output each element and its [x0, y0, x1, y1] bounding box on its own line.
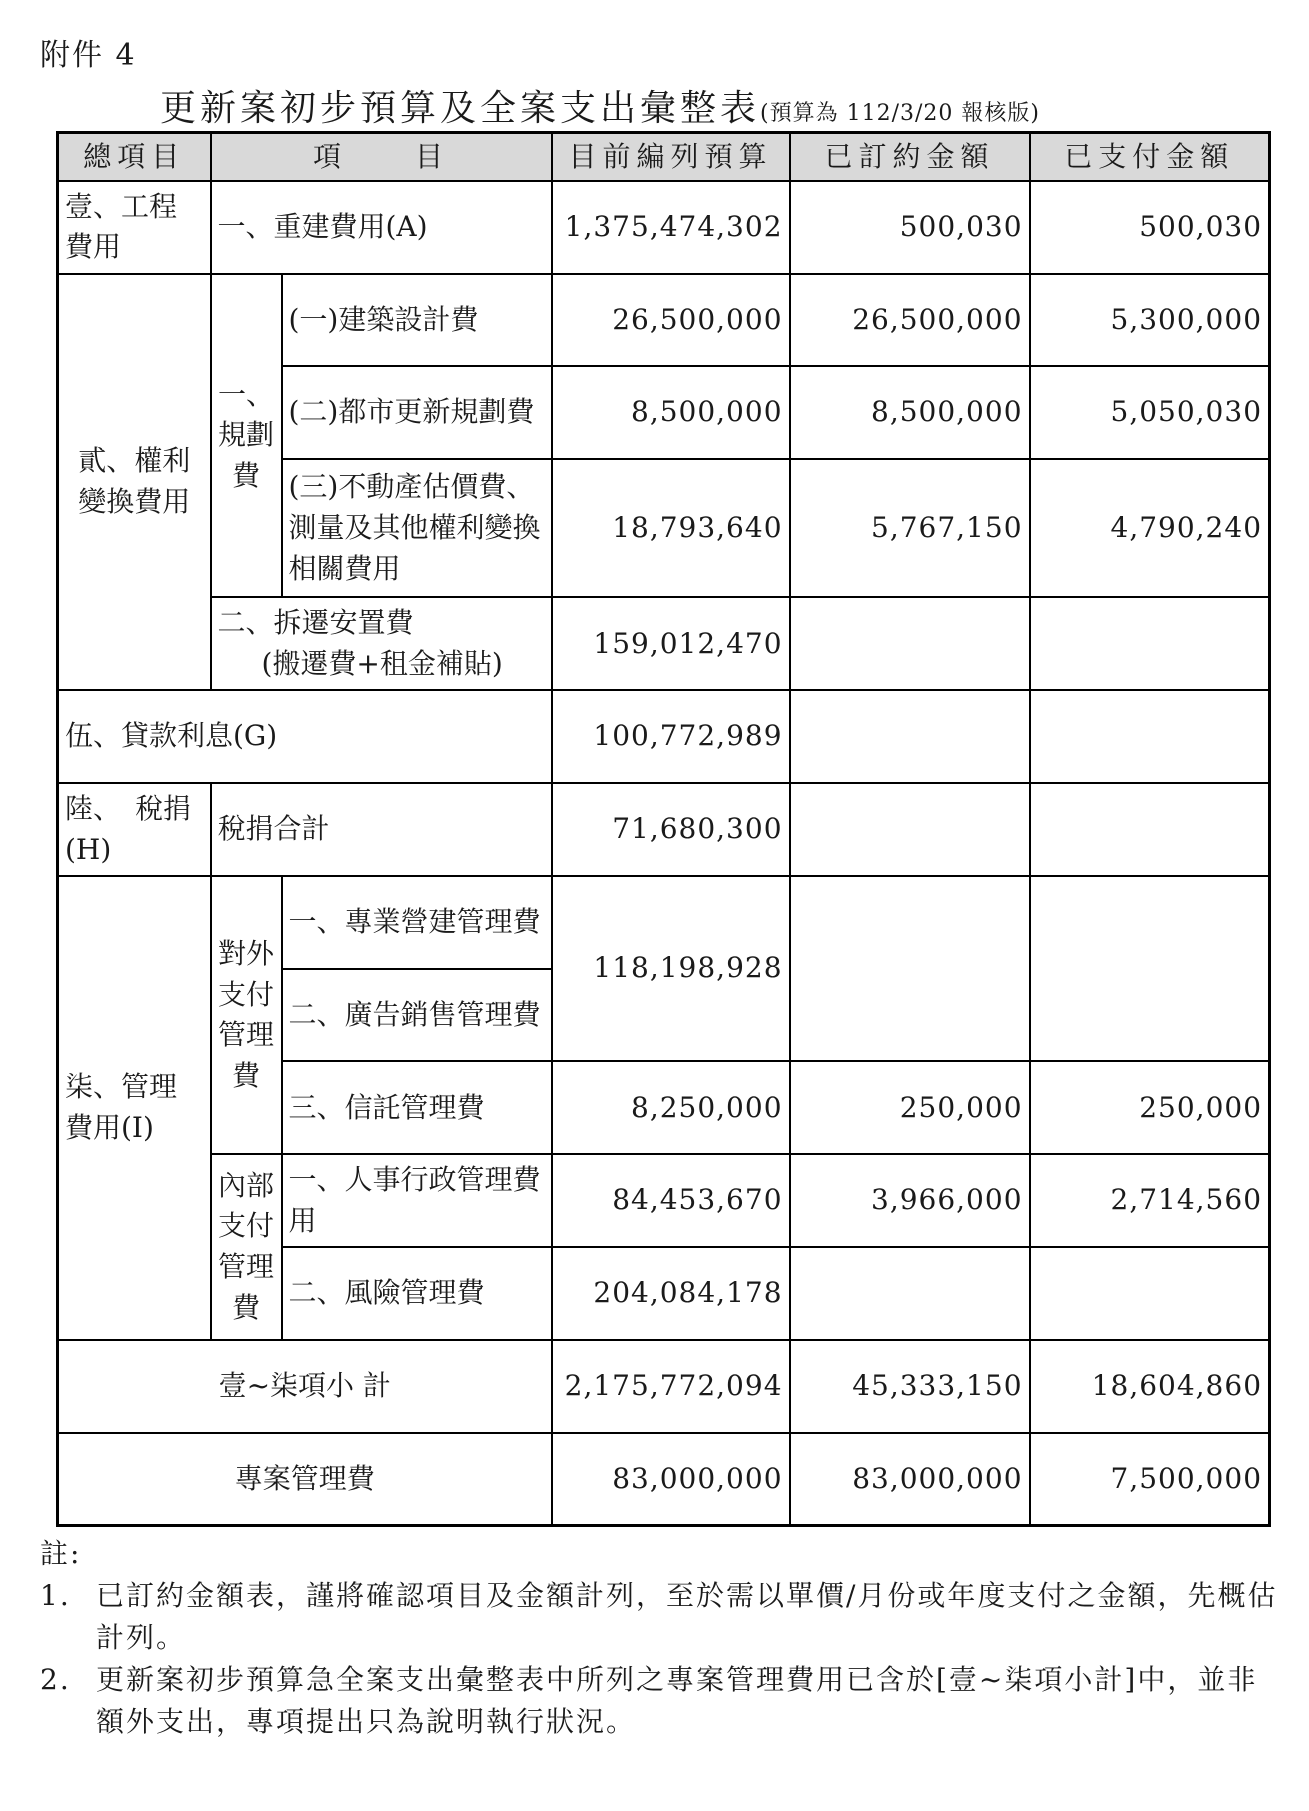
project-management-row	[58, 1433, 1270, 1526]
subtotal-label: 壹~柒項小 計	[58, 1340, 552, 1433]
item-line-2: (搬遷費+租金補貼)	[261, 646, 503, 680]
category-cell: 伍、貸款利息(G)	[58, 690, 552, 783]
header-item: 項 目	[211, 133, 552, 181]
table-row	[58, 783, 1270, 876]
header-budget: 目前編列預算	[552, 133, 790, 181]
table-header-row	[58, 133, 1270, 181]
item-cell	[211, 597, 552, 690]
item-cell: (一)建築設計費	[282, 274, 552, 367]
note-text: 已訂約金額表，謹將確認項目及金額計列，至於需以單價/月份或年度支付之金額，先概估計列。	[96, 1579, 1278, 1654]
title-text: 更新案初步預算及全案支出彙整表	[160, 88, 761, 129]
attachment-label: 附件 4	[40, 38, 137, 73]
table-row	[58, 274, 1270, 367]
contracted-cell	[790, 876, 1030, 1061]
subcategory-cell: 對外支付管理費	[211, 876, 282, 1154]
item-cell: 一、重建費用(A)	[211, 181, 552, 274]
budget-cell: 1,375,474,302	[552, 181, 790, 274]
paid-cell: 7,500,000	[1030, 1433, 1270, 1526]
table-row	[58, 181, 1270, 274]
item-cell: 稅捐合計	[211, 783, 552, 876]
item-cell: (三)不動產估價費、測量及其他權利變換相關費用	[282, 459, 552, 597]
note-number: 1.	[40, 1579, 71, 1612]
budget-cell: 18,793,640	[552, 459, 790, 597]
paid-cell: 500,030	[1030, 181, 1270, 274]
contracted-cell: 83,000,000	[790, 1433, 1030, 1526]
budget-cell: 8,500,000	[552, 366, 790, 459]
budget-cell: 8,250,000	[552, 1061, 790, 1154]
contracted-cell: 3,966,000	[790, 1154, 1030, 1247]
paid-cell: 2,714,560	[1030, 1154, 1270, 1247]
budget-cell: 71,680,300	[552, 783, 790, 876]
budget-cell: 83,000,000	[552, 1433, 790, 1526]
budget-cell: 204,084,178	[552, 1247, 790, 1340]
category-cell: 貳、權利變換費用	[58, 274, 211, 691]
subcategory-cell: 內部支付管理費	[211, 1154, 282, 1340]
notes-label: 註:	[40, 1537, 82, 1570]
paid-cell: 5,050,030	[1030, 366, 1270, 459]
note-text: 更新案初步預算急全案支出彙整表中所列之專案管理費用已含於[壹~柒項小計]中，並非額外支出，專項提出只為說明執行狀況。	[96, 1663, 1258, 1738]
note-number: 2.	[40, 1663, 71, 1696]
contracted-cell: 500,030	[790, 181, 1030, 274]
contracted-cell: 45,333,150	[790, 1340, 1030, 1433]
item-cell: 二、風險管理費	[282, 1247, 552, 1340]
paid-cell: 250,000	[1030, 1061, 1270, 1154]
contracted-cell	[790, 597, 1030, 690]
notes-section	[40, 1533, 1280, 1743]
item-cell: 二、廣告銷售管理費	[282, 969, 552, 1062]
item-cell: 一、人事行政管理費用	[282, 1154, 552, 1247]
contracted-cell: 8,500,000	[790, 366, 1030, 459]
header-category: 總項目	[58, 133, 211, 181]
contracted-cell	[790, 1247, 1030, 1340]
note-item	[40, 1575, 1280, 1659]
table-row	[58, 1154, 1270, 1247]
table-row	[58, 597, 1270, 690]
category-cell: 壹、工程費用	[58, 181, 211, 274]
item-cell: (二)都市更新規劃費	[282, 366, 552, 459]
contracted-cell	[790, 783, 1030, 876]
budget-cell: 84,453,670	[552, 1154, 790, 1247]
budget-cell: 2,175,772,094	[552, 1340, 790, 1433]
contracted-cell: 5,767,150	[790, 459, 1030, 597]
paid-cell	[1030, 1247, 1270, 1340]
paid-cell: 18,604,860	[1030, 1340, 1270, 1433]
table-row	[58, 876, 1270, 969]
item-line-1: 二、拆遷安置費	[217, 606, 414, 640]
title-note: (預算為 112/3/20 報核版)	[760, 101, 1040, 126]
subcategory-cell: 一、規劃費	[211, 274, 282, 598]
paid-cell	[1030, 690, 1270, 783]
category-cell: 柒、管理費用(I)	[58, 876, 211, 1340]
contracted-cell: 26,500,000	[790, 274, 1030, 367]
contracted-cell: 250,000	[790, 1061, 1030, 1154]
item-cell: 三、信託管理費	[282, 1061, 552, 1154]
category-cell: 陸、 稅捐(H)	[58, 783, 211, 876]
note-item	[40, 1659, 1280, 1743]
contracted-cell	[790, 690, 1030, 783]
item-cell: 一、專業營建管理費	[282, 876, 552, 969]
paid-cell	[1030, 597, 1270, 690]
table-row	[58, 690, 1270, 783]
paid-cell	[1030, 783, 1270, 876]
project-management-label: 專案管理費	[58, 1433, 552, 1526]
budget-cell: 159,012,470	[552, 597, 790, 690]
paid-cell: 4,790,240	[1030, 459, 1270, 597]
paid-cell: 5,300,000	[1030, 274, 1270, 367]
budget-table	[56, 131, 1271, 1527]
subtotal-row	[58, 1340, 1270, 1433]
header-paid: 已支付金額	[1030, 133, 1270, 181]
budget-cell: 118,198,928	[552, 876, 790, 1061]
budget-cell: 26,500,000	[552, 274, 790, 367]
header-contracted: 已訂約金額	[790, 133, 1030, 181]
budget-cell: 100,772,989	[552, 690, 790, 783]
paid-cell	[1030, 876, 1270, 1061]
page-title	[160, 80, 1040, 131]
